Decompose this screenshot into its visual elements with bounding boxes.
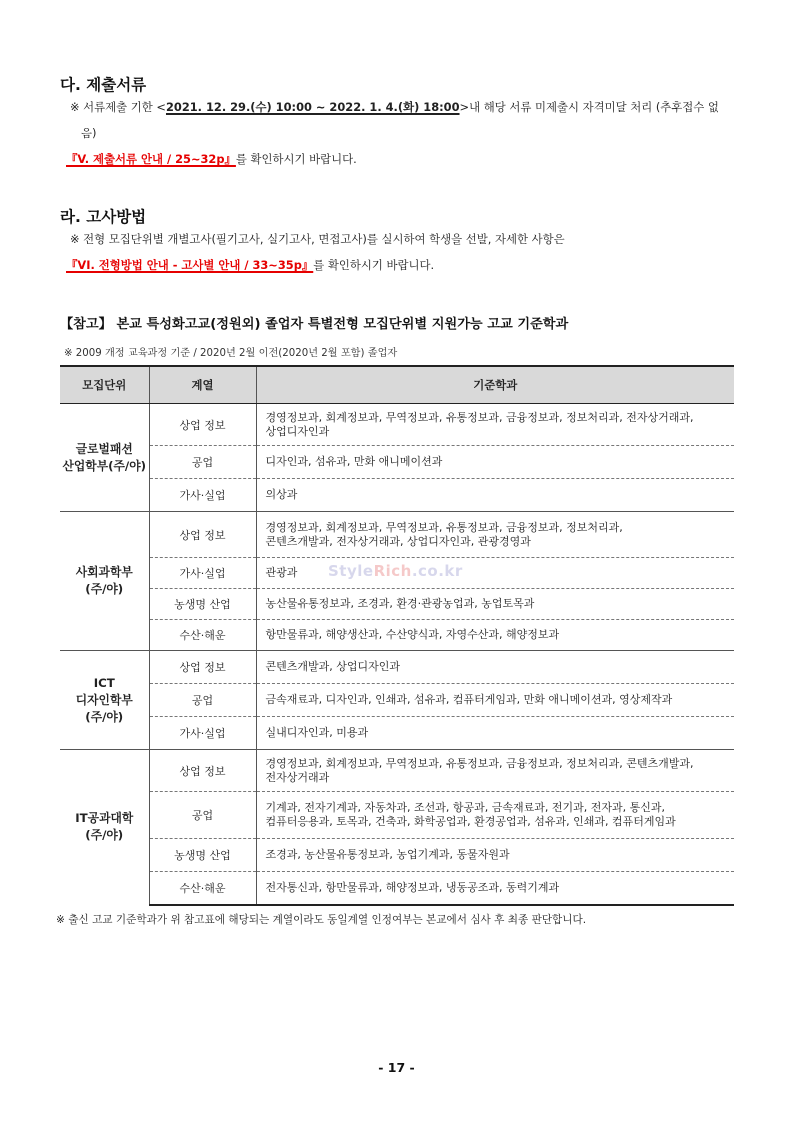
departments-cell: 경영정보과, 회계정보과, 무역정보과, 유통정보과, 금융정보과, 정보처리과, 콘텐츠개발과, 전자상거래과, 상업디자인과, 관광경영과 <box>256 512 734 558</box>
exam-reference <box>66 253 434 277</box>
reference-title: 【참고】 본교 특성화고교(정원외) 졸업자 특별전형 모집단위별 지원가능 고교 기준학과 <box>60 317 569 332</box>
category-cell: 공업 <box>149 446 256 479</box>
table-row <box>60 792 734 839</box>
category-cell: 상업 정보 <box>149 750 256 792</box>
watermark-part1: Style <box>328 562 374 580</box>
departments-cell: 경영정보과, 회계정보과, 무역정보과, 유통정보과, 금융정보과, 정보처리과, 콘텐츠개발과, 전자상거래과 <box>256 750 734 792</box>
table-body <box>60 404 734 905</box>
unit-cell: 사회과학부 (주/야) <box>60 512 149 651</box>
table-row <box>60 717 734 750</box>
category-cell: 가사·실업 <box>149 479 256 512</box>
departments-cell: 조경과, 농산물유통정보과, 농업기계과, 동물자원과 <box>256 839 734 872</box>
table-row <box>60 839 734 872</box>
departments-cell: 농산물유통정보과, 조경과, 환경·관광농업과, 농업토목과 <box>256 589 734 620</box>
departments-cell: 전자통신과, 항만물류과, 해양정보과, 냉동공조과, 동력기계과 <box>256 872 734 905</box>
departments-cell: 관광과 <box>256 558 734 589</box>
documents-reference <box>66 147 357 171</box>
section-title-exam-method: 라. 고사방법 <box>60 208 147 226</box>
category-cell: 가사·실업 <box>149 558 256 589</box>
deadline-suffix: >내 해당 서류 미제출시 자격미달 처리 (추후접수 없 <box>459 100 719 114</box>
unit-cell: IT공과대학 (주/야) <box>60 750 149 905</box>
category-cell: 공업 <box>149 792 256 839</box>
unit-cell: ICT 디자인학부 (주/야) <box>60 651 149 750</box>
table-row <box>60 479 734 512</box>
table-row <box>60 446 734 479</box>
header-departments: 기준학과 <box>256 366 734 404</box>
exam-reference-link[interactable]: 『VI. 전형방법 안내 - 고사별 안내 / 33~35p』 <box>66 258 314 272</box>
deadline-note-continued: 음) <box>81 126 97 140</box>
departments-cell: 금속재료과, 디자인과, 인쇄과, 섬유과, 컴퓨터게임과, 만화 애니메이션과, 영상제작과 <box>256 684 734 717</box>
table-row <box>60 684 734 717</box>
departments-cell: 콘텐츠개발과, 상업디자인과 <box>256 651 734 684</box>
table-row <box>60 620 734 651</box>
table-row <box>60 558 734 589</box>
watermark-part3: .co.kr <box>411 562 463 580</box>
department-table <box>60 365 734 906</box>
deadline-dates: 2021. 12. 29.(수) 10:00 ~ 2022. 1. 4.(화) 18:00 <box>165 100 460 114</box>
exam-reference-suffix: 를 확인하시기 바랍니다. <box>313 258 435 272</box>
deadline-prefix: ※ 서류제출 기한 < <box>70 100 166 114</box>
departments-cell: 실내디자인과, 미용과 <box>256 717 734 750</box>
page-number: - 17 - <box>378 1060 415 1075</box>
table-row <box>60 404 734 446</box>
reference-subtitle: ※ 2009 개정 교육과정 기준 / 2020년 2월 이전(2020년 2월 포함) 졸업자 <box>64 348 398 359</box>
category-cell: 수산·해운 <box>149 872 256 905</box>
category-cell: 수산·해운 <box>149 620 256 651</box>
category-cell: 농생명 산업 <box>149 839 256 872</box>
exam-method-note: ※ 전형 모집단위별 개별고사(필기고사, 실기고사, 면접고사)를 실시하여 학생을 선발, 자세한 사항은 <box>70 232 565 246</box>
category-cell: 상업 정보 <box>149 651 256 684</box>
category-cell: 상업 정보 <box>149 404 256 446</box>
documents-reference-link[interactable]: 『V. 제출서류 안내 / 25~32p』 <box>66 152 236 166</box>
documents-reference-suffix: 를 확인하시기 바랍니다. <box>235 152 357 166</box>
header-unit: 모집단위 <box>60 366 149 404</box>
table-row <box>60 589 734 620</box>
table-row <box>60 872 734 905</box>
category-cell: 공업 <box>149 684 256 717</box>
footnote: ※ 출신 고교 기준학과가 위 참고표에 해당되는 계열이라도 동일계열 인정여부는 본교에서 심사 후 최종 판단합니다. <box>56 914 587 926</box>
table-header-row <box>60 366 734 404</box>
section-title-documents: 다. 제출서류 <box>60 76 147 94</box>
submission-deadline-note <box>70 95 719 119</box>
departments-cell: 경영정보과, 회계정보과, 무역정보과, 유통정보과, 금융정보과, 정보처리과, 전자상거래과, 상업디자인과 <box>256 404 734 446</box>
departments-cell: 의상과 <box>256 479 734 512</box>
watermark-part2: Rich <box>373 562 412 580</box>
departments-cell: 기계과, 전자기계과, 자동차과, 조선과, 항공과, 금속재료과, 전기과, 전자과, 통신과, 컴퓨터응용과, 토목과, 건축과, 화학공업과, 환경공업과, 섬유과, 인쇄과, 컴퓨터게임과 <box>256 792 734 839</box>
category-cell: 상업 정보 <box>149 512 256 558</box>
unit-cell: 글로벌패션 산업학부(주/야) <box>60 404 149 512</box>
category-cell: 가사·실업 <box>149 717 256 750</box>
departments-cell: 디자인과, 섬유과, 만화 애니메이션과 <box>256 446 734 479</box>
category-cell: 농생명 산업 <box>149 589 256 620</box>
departments-cell: 항만물류과, 해양생산과, 수산양식과, 자영수산과, 해양정보과 <box>256 620 734 651</box>
table-row <box>60 750 734 792</box>
table-row <box>60 651 734 684</box>
table-row <box>60 512 734 558</box>
header-category: 계열 <box>149 366 256 404</box>
